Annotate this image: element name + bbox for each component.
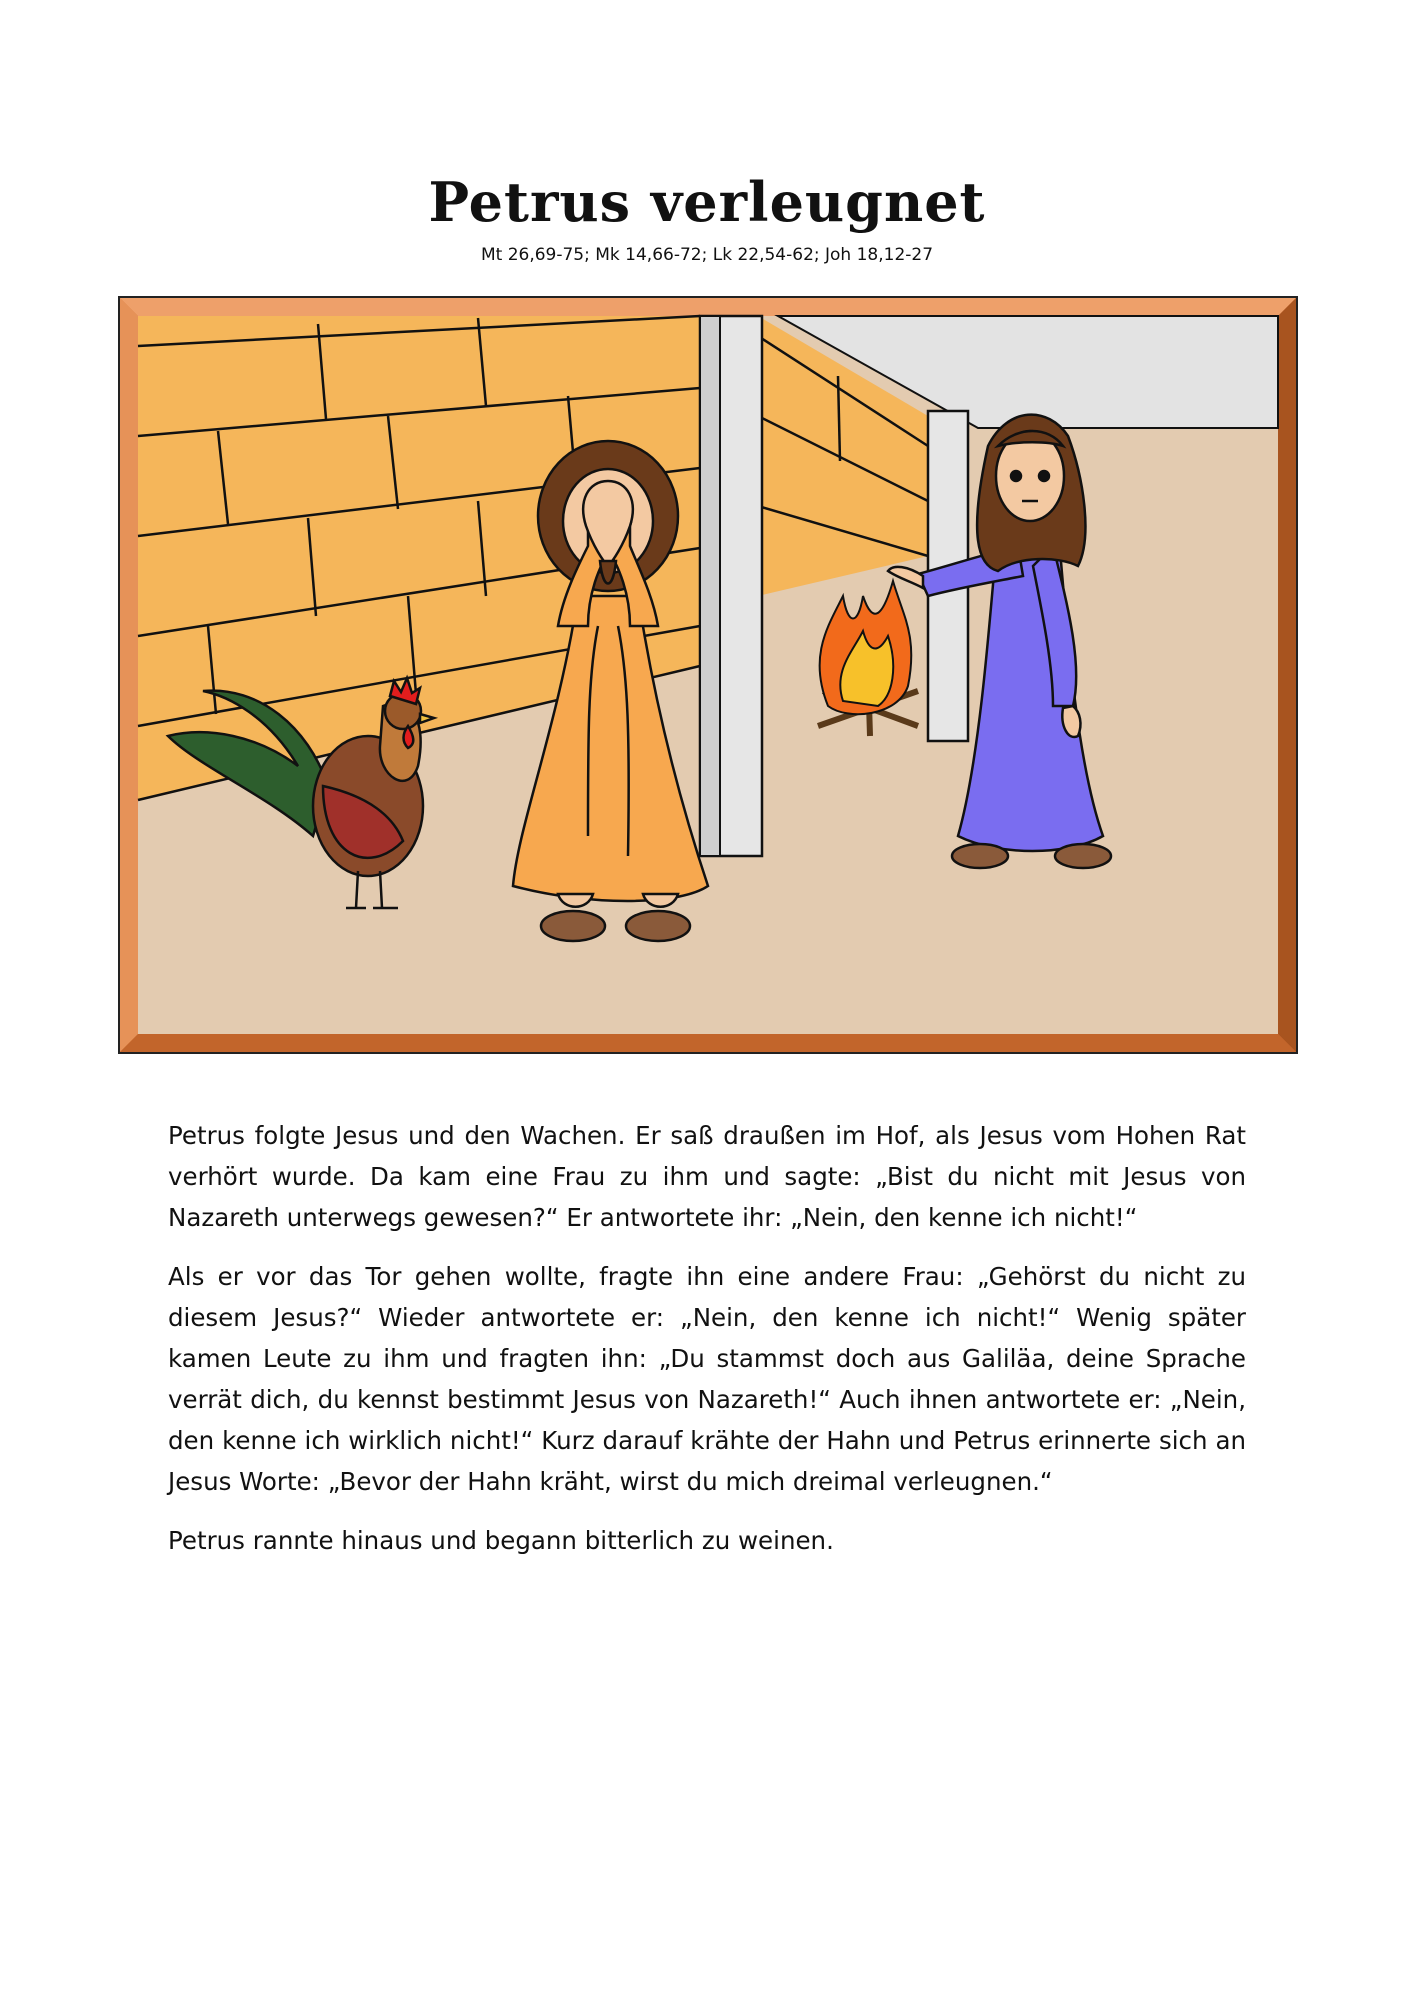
paragraph-2: Als er vor das Tor gehen wollte, fragte ihn eine andere Frau: „Gehörst du nicht zu diesem Jesus?“ Wieder antwortete er: „Nein, den kenne ich nicht!“ Wenig später kamen Leute zu ihm und fragten ihn: „Du stammst doch aus Galiläa, deine Sprache verrät dich, du kennst bestimmt Jesus von Nazareth!“ Auch ihnen antwortete er: „Nein, den kenne ich wirklich nicht!“ Kurz darauf krähte der Hahn und Petrus erinnerte sich an Jesus Worte: „Bevor der Hahn kräht, wirst du mich dreimal verleugnen.“ [168, 1262, 1246, 1496]
story-text [168, 1115, 1246, 1579]
paragraph-3: Petrus rannte hinaus und begann bitterlich zu weinen. [168, 1526, 834, 1555]
paragraph-1: Petrus folgte Jesus und den Wachen. Er saß draußen im Hof, als Jesus vom Hohen Rat verhört wurde. Da kam eine Frau zu ihm und sagte: „Bist du nicht mit Jesus von Nazareth unterwegs gewesen?“ Er antwortete ihr: „Nein, den kenne ich nicht!“ [168, 1121, 1246, 1232]
scripture-references: Mt 26,69-75; Mk 14,66-72; Lk 22,54-62; Joh 18,12-27 [480, 245, 934, 265]
story-illustration [118, 296, 1298, 1054]
page-title: Petrus verleugnet [428, 170, 986, 234]
